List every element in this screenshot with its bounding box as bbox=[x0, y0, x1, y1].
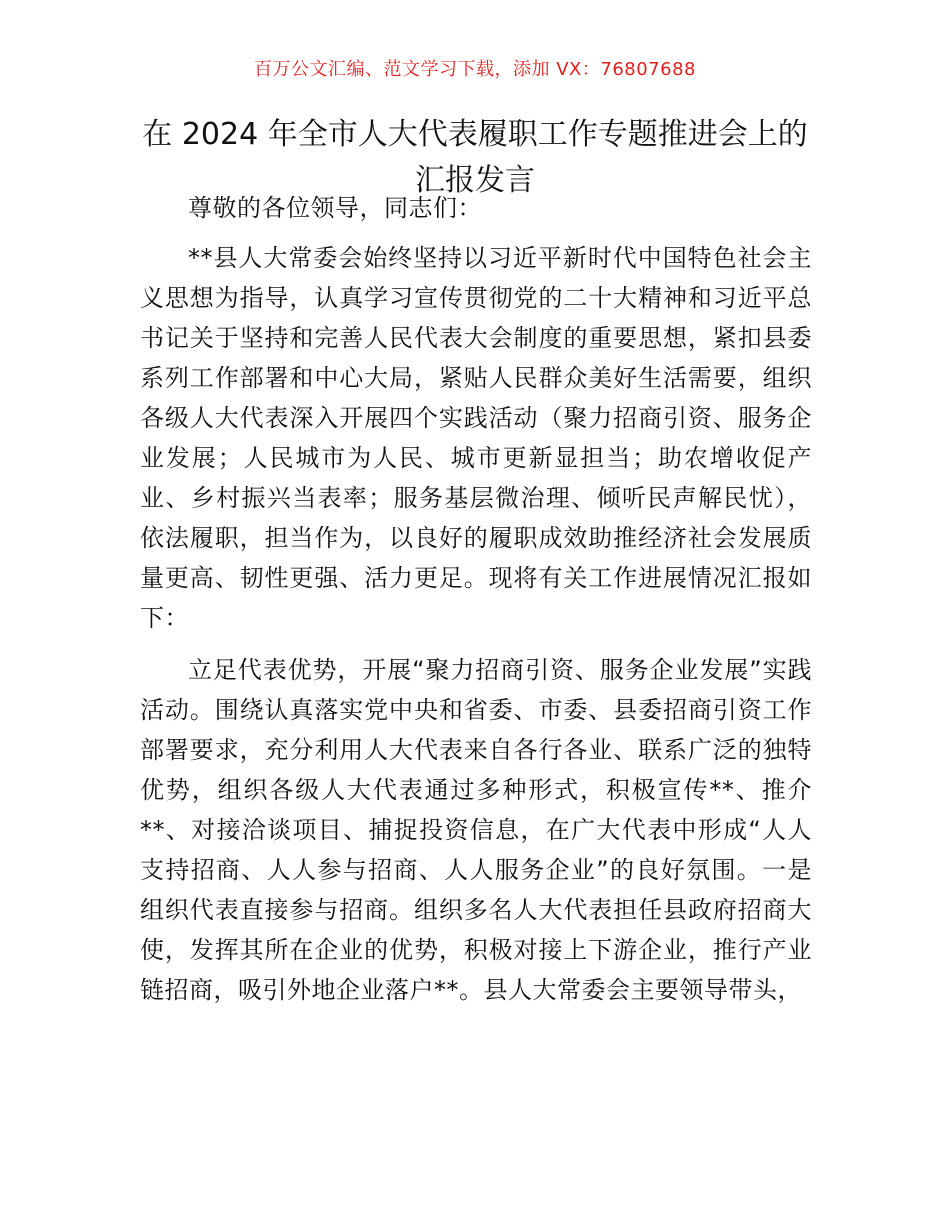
document-title: 在 2024 年全市人大代表履职工作专题推进会上的汇报发言 bbox=[142, 117, 808, 198]
paragraph-investment: 立足代表优势，开展“聚力招商引资、服务企业发展”实践活动。围绕认真落实党中央和省委、市委、县委招商引资工作部署要求，充分利用人大代表来自各行各业、联系广泛的独特优势，组织各级人大代表通过多种形式，积极宣传**、推介**、对接洽谈项目、捕捉投资信息，在广大代表中形成“人人支持招商、人人参与招商、人人服务企业”的良好氛围。一是组织代表直接参与招商。组织多名人大代表担任县政府招商大使，发挥其所在企业的优势，积极对接上下游企业，推行产业链招商，吸引外地企业落户**。县人大常委会主要领导带头， bbox=[140, 656, 812, 1004]
watermark-header: 百万公文汇编、范文学习下载，添加 VX：76807688 bbox=[254, 59, 696, 80]
paragraph-intro: **县人大常委会始终坚持以习近平新时代中国特色社会主义思想为指导，认真学习宣传贯彻党的二十大精神和习近平总书记关于坚持和完善人民代表大会制度的重要思想，紧扣县委系列工作部署和中心大局，紧贴人民群众美好生活需要，组织各级人大代表深入开展四个实践活动（聚力招商引资、服务企业发展；人民城市为人民、城市更新显担当；助农增收促产业、乡村振兴当表率；服务基层微治理、倾听民声解民忧），依法履职，担当作为，以良好的履职成效助推经济社会发展质量更高、韧性更强、活力更足。现将有关工作进展情况汇报如下： bbox=[140, 244, 812, 632]
document-body bbox=[140, 188, 812, 1010]
greeting: 尊敬的各位领导，同志们： bbox=[188, 194, 482, 222]
